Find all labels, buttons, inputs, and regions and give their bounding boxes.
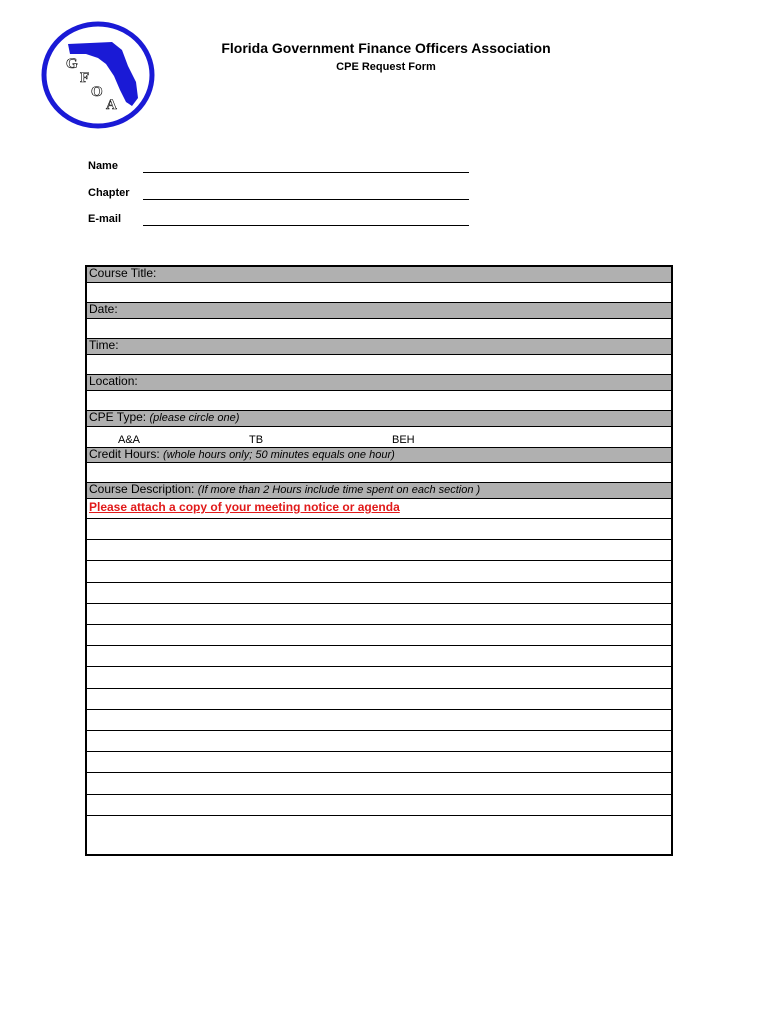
description-line[interactable] bbox=[87, 710, 671, 731]
description-line[interactable] bbox=[87, 625, 671, 646]
course-description-label: Course Description: bbox=[89, 483, 195, 496]
gfoa-logo bbox=[40, 20, 156, 130]
credit-hours-note: (whole hours only; 50 minutes equals one hour) bbox=[163, 449, 395, 461]
location-input[interactable] bbox=[87, 391, 671, 411]
logo-letter-f: F bbox=[80, 70, 90, 86]
credit-hours-label: Credit Hours: bbox=[89, 447, 160, 461]
cpe-option-beh[interactable]: BEH bbox=[392, 434, 415, 446]
date-input[interactable] bbox=[87, 319, 671, 339]
logo-letter-o: O bbox=[91, 84, 103, 100]
cpe-type-options bbox=[87, 427, 671, 447]
cpe-type-label: CPE Type: bbox=[89, 411, 147, 424]
description-line[interactable] bbox=[87, 604, 671, 625]
description-line[interactable] bbox=[87, 773, 671, 794]
description-line[interactable] bbox=[87, 795, 671, 816]
name-label: Name bbox=[88, 160, 118, 172]
logo-letter-g: G bbox=[66, 56, 78, 72]
description-line[interactable] bbox=[87, 667, 671, 688]
course-title-input[interactable] bbox=[87, 283, 671, 303]
description-line[interactable] bbox=[87, 540, 671, 561]
time-input[interactable] bbox=[87, 355, 671, 375]
description-line[interactable] bbox=[87, 561, 671, 582]
description-line[interactable] bbox=[87, 752, 671, 773]
date-header: Date: bbox=[87, 303, 671, 319]
name-line[interactable] bbox=[143, 172, 469, 173]
description-line[interactable] bbox=[87, 689, 671, 710]
chapter-line[interactable] bbox=[143, 199, 469, 200]
credit-hours-input[interactable] bbox=[87, 463, 671, 483]
credit-hours-header bbox=[87, 447, 671, 463]
course-form bbox=[85, 265, 673, 856]
chapter-label: Chapter bbox=[88, 187, 130, 199]
cpe-option-aa[interactable]: A&A bbox=[118, 434, 141, 446]
cpe-type-header bbox=[87, 411, 671, 427]
location-header: Location: bbox=[87, 375, 671, 391]
description-line[interactable] bbox=[87, 731, 671, 752]
email-label: E-mail bbox=[88, 213, 122, 225]
attach-notice: Please attach a copy of your meeting notice or agenda bbox=[87, 499, 671, 519]
time-header: Time: bbox=[87, 339, 671, 355]
course-description-header bbox=[87, 483, 671, 499]
form-header bbox=[160, 40, 612, 73]
organization-title: Florida Government Finance Officers Association bbox=[221, 40, 551, 56]
logo-letter-a: A bbox=[106, 97, 117, 113]
course-description-note: (If more than 2 Hours include time spent on each section ) bbox=[197, 484, 481, 496]
description-line[interactable] bbox=[87, 519, 671, 540]
form-subtitle: CPE Request Form bbox=[336, 61, 436, 73]
course-title-header: Course Title: bbox=[87, 267, 671, 283]
cpe-type-note: (please circle one) bbox=[149, 412, 240, 424]
description-line[interactable] bbox=[87, 646, 671, 667]
description-line[interactable] bbox=[87, 583, 671, 604]
description-line[interactable] bbox=[87, 816, 671, 837]
email-line[interactable] bbox=[143, 225, 469, 226]
cpe-option-tb[interactable]: TB bbox=[249, 434, 264, 446]
